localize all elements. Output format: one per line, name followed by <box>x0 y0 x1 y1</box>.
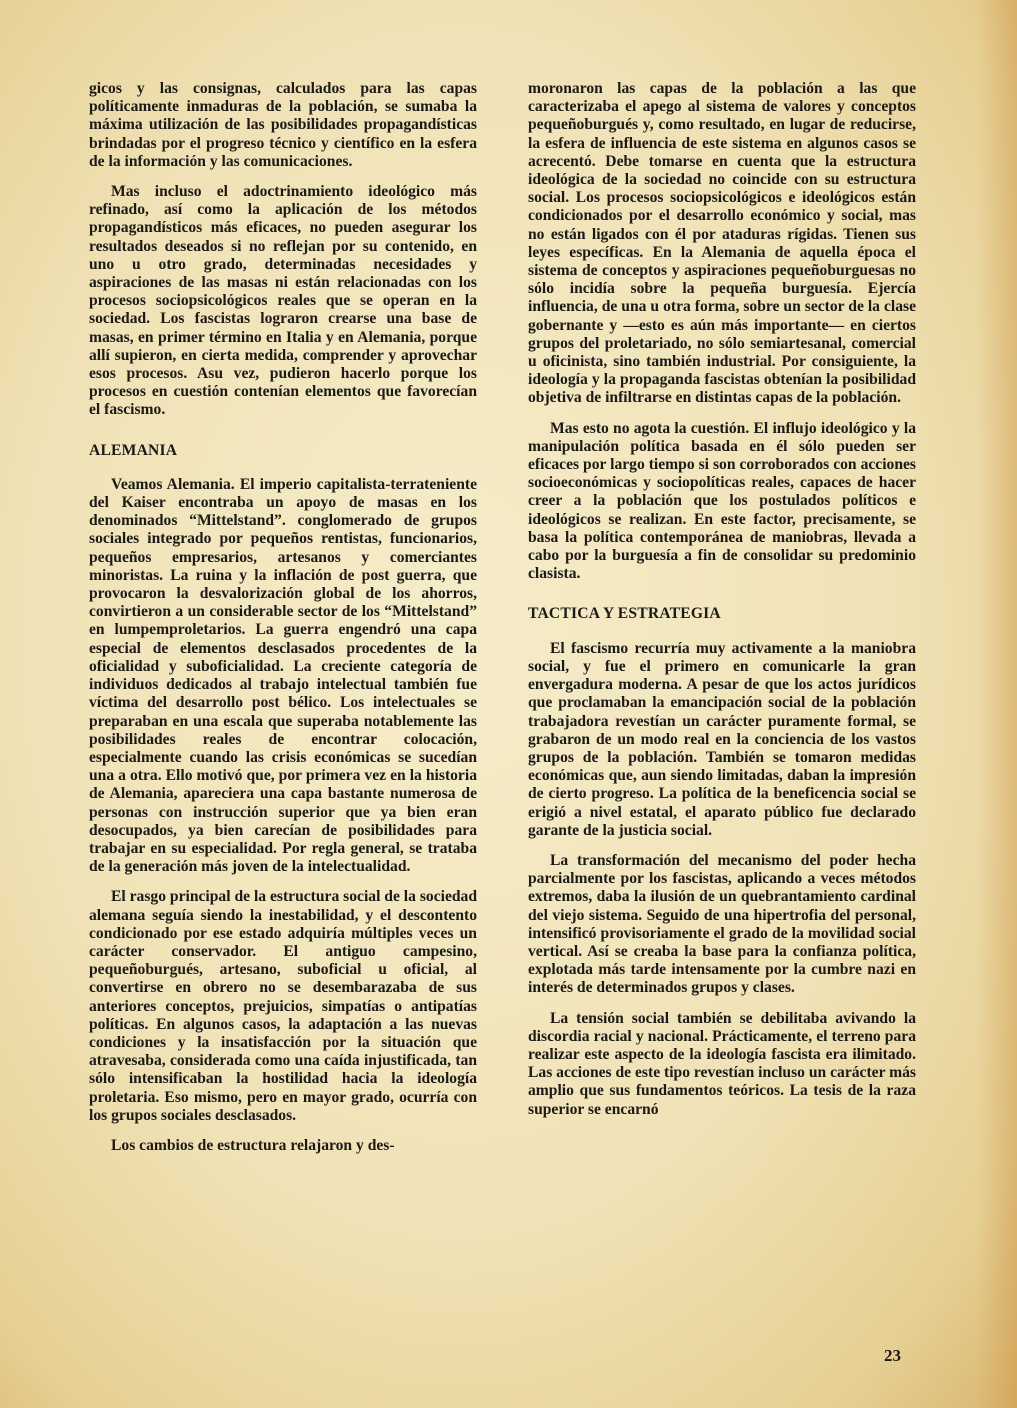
paragraph: gicos y las consignas, calculados para las capas políticamente inmaduras de la población, se sumaba la máxima utilización de las posibilidades propagandísticas brindadas por el progreso técnico y científico en la esfera de la información y las comunicaciones. <box>89 80 477 170</box>
paragraph: La tensión social también se debilitaba avivando la discordia racial y nacional. Prácticamente, el terreno para realizar este aspecto de la ideología fascista era ilimitado. Las acciones de este tipo revestían incluso un carácter más amplio que sus fundamentos teóricos. La tesis de la raza superior se encarnó <box>528 1009 916 1118</box>
page-number: 23 <box>884 1346 901 1365</box>
paragraph: moronaron las capas de la población a las que caracterizaba el apego al sistema de valores y conceptos pequeñoburgués y, como resultado, en lugar de reducirse, la esfera de influencia de este sistema en algunos casos se acrecentó. Debe tomarse en cuenta que la estructura ideológica de la sociedad no coincide con su estructura social. Los procesos sociopsicológicos e ideológicos están condicionados por el desarrollo económico y social, mas no están ligados con él por ataduras rígidas. Tienen sus leyes específicas. En la Alemania de aquella época el sistema de conceptos y aspiraciones pequeñoburguesas no sólo incidía sobre la pequeña burguesía. Ejercía influencia, de una u otra forma, sobre un sector de la clase gobernante y —esto es aún más importante— en ciertos grupos del proletariado, no sólo semiartesanal, comercial u oficinista, sino también industrial. Por consiguiente, la ideología y la propaganda fascistas obtenían la posibilidad objetiva de infiltrarse en distintas capas de la población. <box>528 80 916 407</box>
paragraph: La transformación del mecanismo del poder hecha parcialmente por los fascistas, aplicando a veces métodos extremos, daba la ilusión de un quebrantamiento cardinal del viejo sistema. Seguido de una hipertrofia del personal, intensificó provisoriamente el grado de la movilidad social vertical. Así se creaba la base para la confianza política, explotada más tarde intensamente por la cumbre nazi en interés de determinados grupos y clases. <box>528 851 916 997</box>
page-edge-shading <box>977 0 1017 1408</box>
paragraph: Mas incluso el adoctrinamiento ideológico más refinado, así como la aplicación de los métodos propagandísticos más eficaces, no pueden asegurar los resultados deseados si no reflejan por su contenido, en uno u otro grado, determinadas necesidades y aspiraciones de las masas ni están relacionadas con los procesos sociopsicológicos reales que se operan en la sociedad. Los fascistas lograron crearse una base de masas, en primer término en Italia y en Alemania, porque allí supieron, en cierta medida, comprender y aprovechar esos procesos. Asu vez, pudieron hacerlo porque los procesos en cuestión contenían elementos que favorecían el fascismo. <box>89 183 477 419</box>
paragraph: Veamos Alemania. El imperio capitalista-terrateniente del Kaiser encontraba un apoyo de masas en los denominados “Mittelstand”. conglomerado de grupos sociales integrado por pequeños rentistas, funcionarios, pequeños empresarios, artesanos y comerciantes minoristas. La ruina y la inflación de post guerra, que provocaron la desvalorización global de los ahorros, convirtieron a un considerable sector de los “Mittelstand” en lumpemproletarios. La guerra engendró una capa especial de elementos desclasados procedentes de la oficialidad y suboficialidad. La creciente categoría de individuos dedicados al trabajo intelectual también fue víctima del desarrollo post bélico. Los intelectuales se preparaban en una escala que superaba notablemente las posibilidades reales de encontrar colocación, especialmente cuando las crisis económicas se sucedían una a otra. Ello motivó que, por primera vez en la historia de Alemania, apareciera una capa bastante numerosa de personas con instrucción superior que ya bien eran desocupados, ya bien carecían de posibilidades para trabajar en su especialidad. Por regla general, se trataba de la generación más joven de la intelectualidad. <box>89 475 477 876</box>
paragraph: El fascismo recurría muy activamente a la maniobra social, y fue el primero en comunicarle la gran envergadura moderna. A pesar de que los actos jurídicos que proclamaban la emancipación social de la población trabajadora revestían un carácter puramente formal, se grabaron de un modo real en la conciencia de los vastos grupos de la población. También se tomaron medidas económicas que, aun siendo limitadas, daban la impresión de cierto progreso. La política de la beneficencia social se erigió a nivel estatal, el aparato público fue declarado garante de la justicia social. <box>528 639 916 839</box>
section-heading-alemania: ALEMANIA <box>89 441 178 459</box>
paragraph: El rasgo principal de la estructura social de la sociedad alemana seguía siendo la inestabilidad, y el descontento condicionado por ese estado adquiría múltiples veces un carácter conservador. El antiguo campesino, pequeñoburgués, artesano, suboficial u oficial, al convertirse en obrero no se desembarazaba de sus anteriores conceptos, prejuicios, simpatías o antipatías políticas. En algunos casos, la adaptación a las nuevas condiciones y la insatisfacción por la situación que atravesaba, considerada como una caída injustificada, tan sólo intensificaban la hostilidad hacia la ideología proletaria. Eso mismo, pero en mayor grado, ocurría con los grupos sociales desclasados. <box>89 888 478 1124</box>
paragraph: Los cambios de estructura relajaron y des- <box>111 1136 395 1154</box>
left-column <box>89 80 477 1167</box>
paragraph: Mas esto no agota la cuestión. El influjo ideológico y la manipulación política basada en él sólo pueden ser eficaces por largo tiempo si son corroborados con acciones socioeconómicas y sociopolíticas reales, capaces de hacer creer a la población que los postulados políticos e ideológicos se realizan. En este factor, precisamente, se basa la política contemporánea de maniobras, llevada a cabo por la burguesía a fin de consolidar su predominio clasista. <box>528 419 916 583</box>
right-column <box>528 80 916 1131</box>
section-heading-tactica: TACTICA Y ESTRATEGIA <box>528 605 721 623</box>
